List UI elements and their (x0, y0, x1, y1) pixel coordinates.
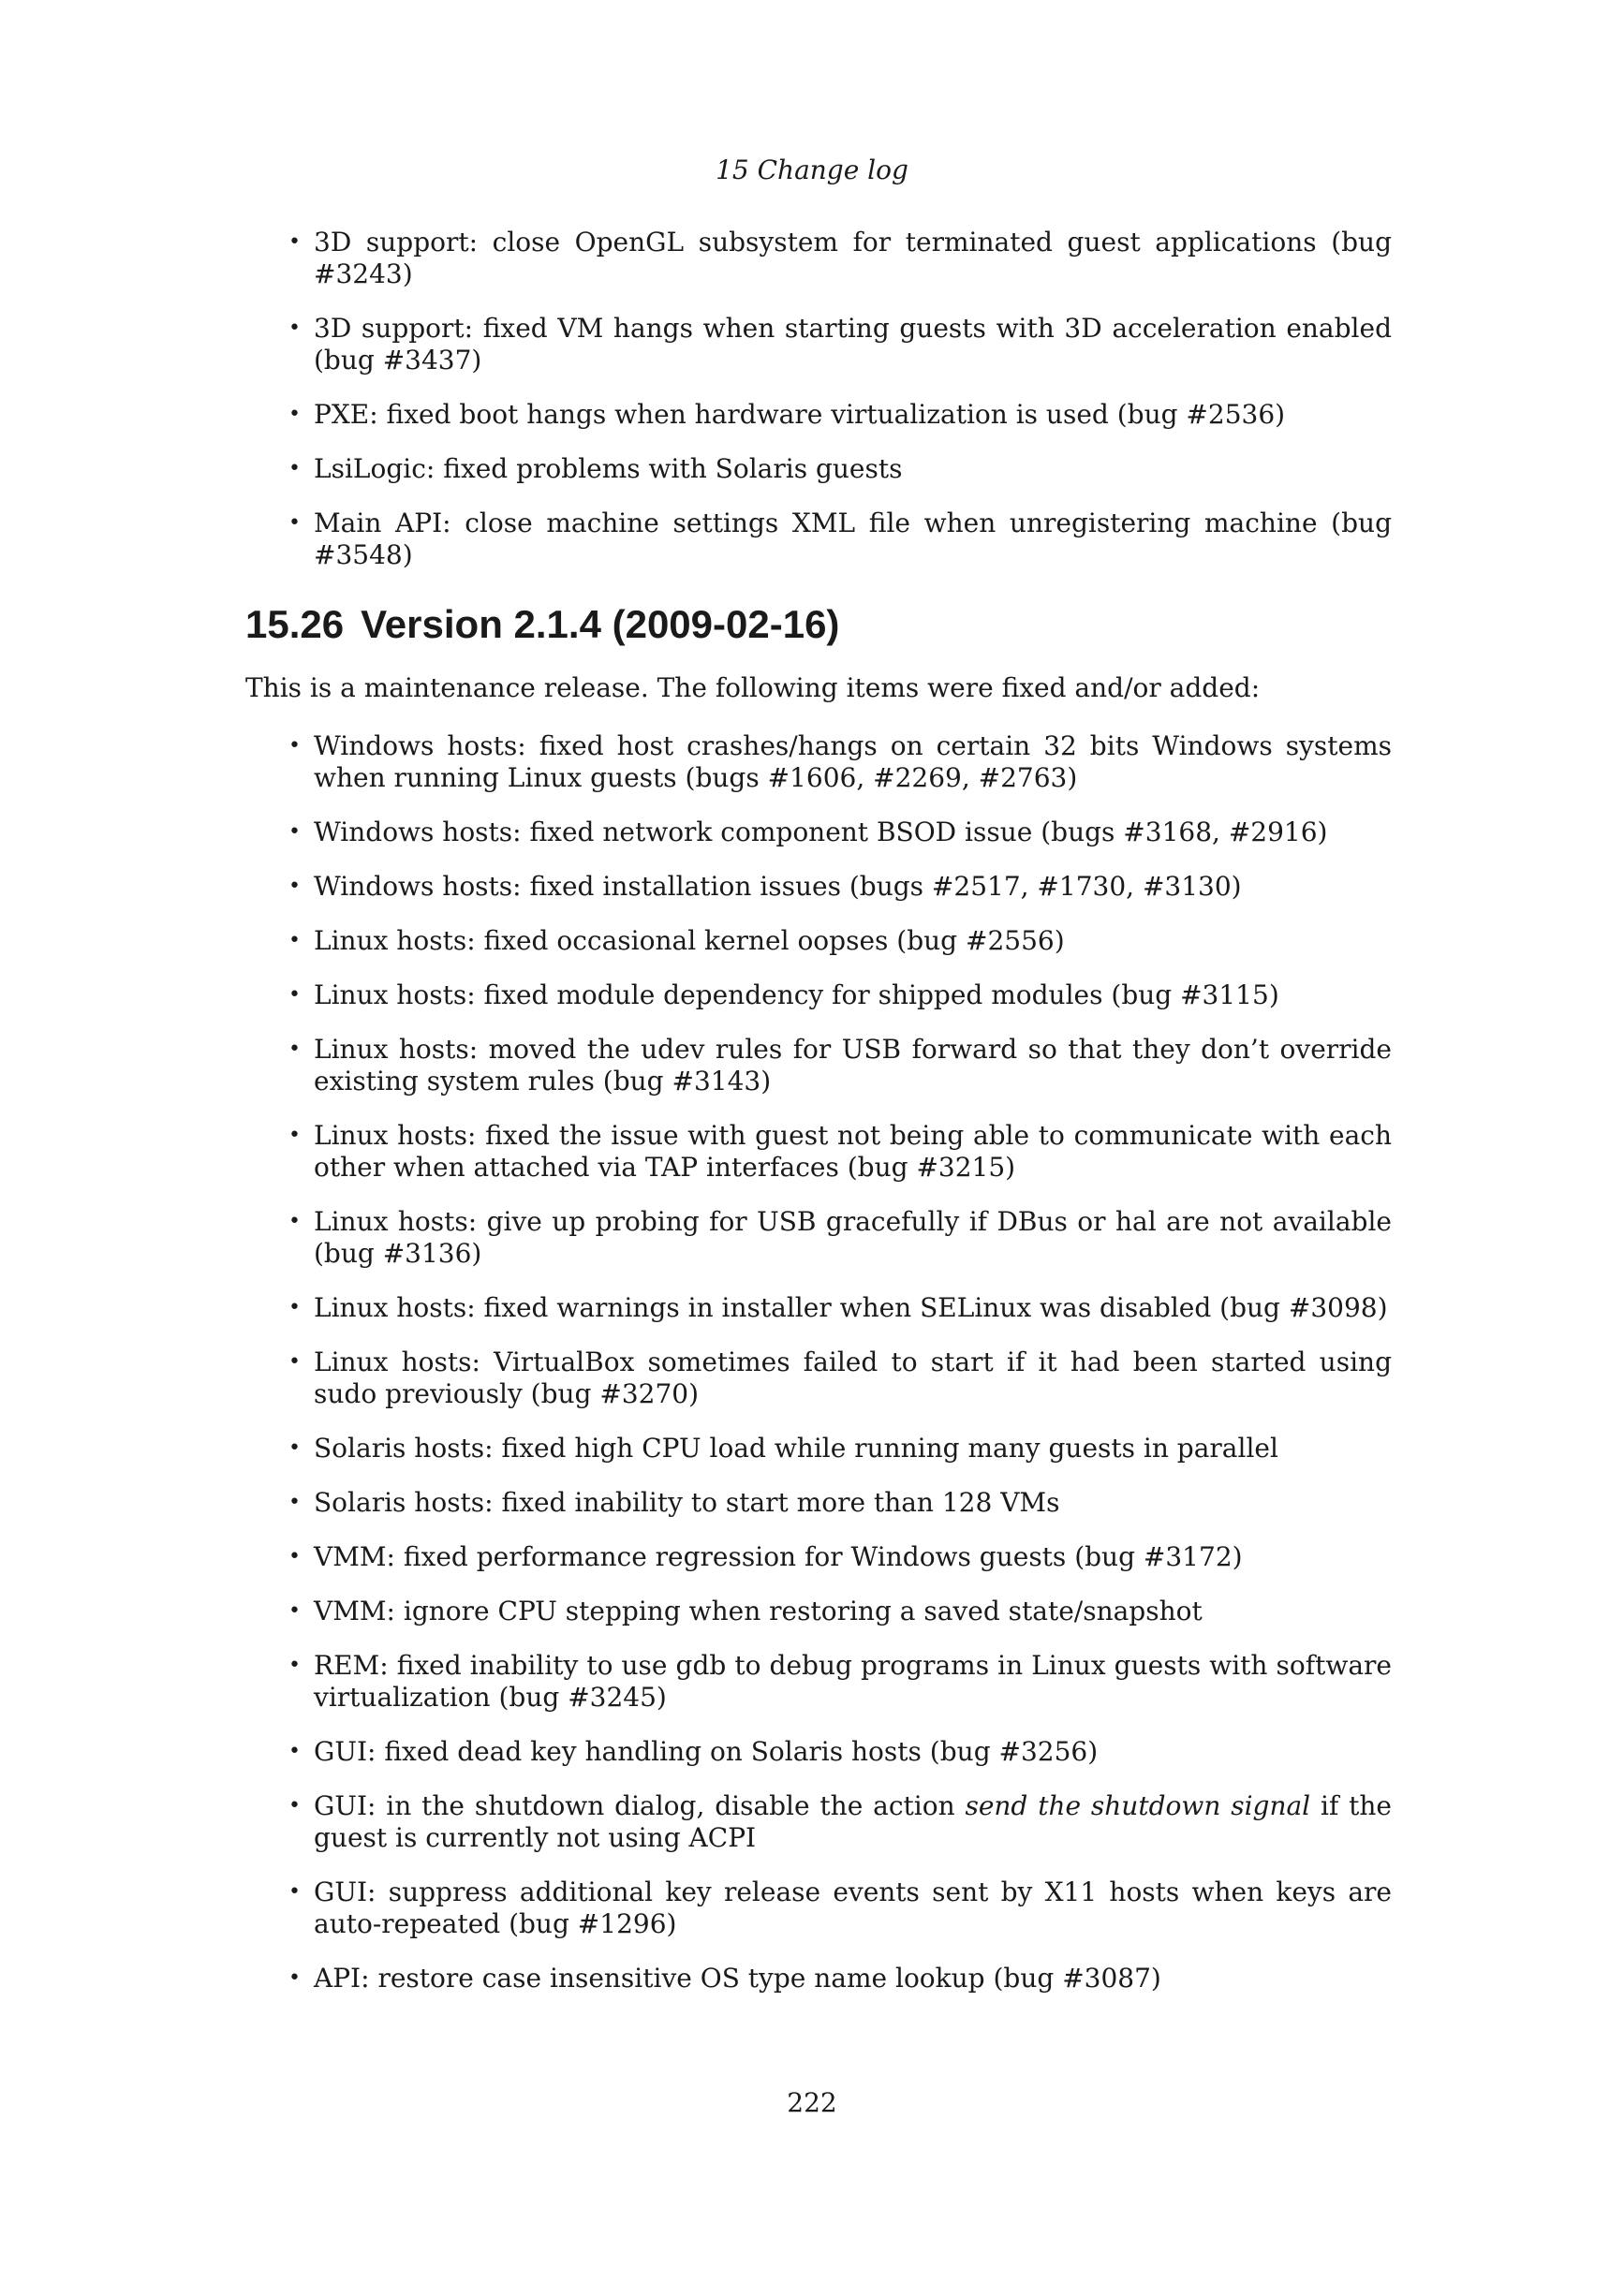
list-item (245, 1736, 1392, 1768)
list-item (245, 979, 1392, 1011)
page-content (245, 227, 1392, 2017)
list-item-text: Windows hosts: fixed network component BSOD issue (bugs #3168, #2916) (314, 817, 1328, 847)
list-item (245, 399, 1392, 431)
list-item-text-before: GUI: in the shutdown dialog, disable the action (314, 1790, 966, 1821)
list-item (245, 1877, 1392, 1940)
list-item-text: API: restore case insensitive OS type name lookup (bug #3087) (314, 1963, 1161, 1994)
bullet-icon: • (288, 1296, 301, 1319)
bullet-icon: • (288, 403, 301, 426)
page-number: 222 (787, 2087, 837, 2118)
bullet-icon: • (288, 1350, 301, 1374)
list-item-text-after: if the guest is currently not using ACPI (314, 1790, 1392, 1853)
list-item-text: REM: fixed inability to use gdb to debug programs in Linux guests with software virtualization (bug #3245) (314, 1650, 1392, 1713)
list-item-text: GUI: suppress additional key release events sent by X11 hosts when keys are auto-repeated (bug #1296) (314, 1877, 1392, 1939)
list-item (245, 1433, 1392, 1464)
list-item (245, 508, 1392, 571)
list-item-text: LsiLogic: fixed problems with Solaris guests (314, 453, 903, 484)
bullet-icon: • (288, 734, 301, 758)
changes-bullet-list (245, 730, 1392, 1994)
list-item-text: 3D support: fixed VM hangs when starting guests with 3D acceleration enabled (bug #3437) (314, 313, 1392, 375)
list-item-text: Linux hosts: moved the udev rules for USB forward so that they don’t override existing system rules (bug #3143) (314, 1034, 1392, 1096)
bullet-icon: • (288, 1654, 301, 1677)
bullet-icon: • (288, 1794, 301, 1818)
list-item (245, 1541, 1392, 1573)
bullet-icon: • (288, 511, 301, 535)
bullet-icon: • (288, 1436, 301, 1460)
list-item (245, 817, 1392, 848)
list-item (245, 1347, 1392, 1410)
list-item-text: Solaris hosts: fixed high CPU load while running many guests in parallel (314, 1433, 1278, 1464)
bullet-icon: • (288, 1599, 301, 1623)
list-item (245, 1206, 1392, 1270)
section-number: 15.26 (245, 602, 345, 646)
list-item (245, 453, 1392, 485)
list-item-text: VMM: ignore CPU stepping when restoring a saved state/snapshot (314, 1596, 1203, 1626)
running-header: 15 Change log (716, 155, 908, 185)
list-item (245, 1790, 1392, 1854)
list-item (245, 227, 1392, 290)
bullet-icon: • (288, 230, 301, 254)
list-item-text: Linux hosts: fixed the issue with guest not being able to communicate with each other when attached via TAP interfaces (bug #3215) (314, 1120, 1392, 1183)
section-heading (245, 601, 1392, 648)
list-item-text: Linux hosts: VirtualBox sometimes failed to start if it had been started using sudo previously (bug #3270) (314, 1347, 1392, 1409)
bullet-icon: • (288, 983, 301, 1007)
list-item-text: Windows hosts: fixed host crashes/hangs on certain 32 bits Windows systems when running Linux guests (bugs #1606, #2269, #2763) (314, 730, 1392, 793)
list-item (245, 1963, 1392, 1994)
bullet-icon: • (288, 1491, 301, 1514)
list-item-text: Linux hosts: fixed module dependency for shipped modules (bug #3115) (314, 979, 1279, 1010)
bullet-icon: • (288, 457, 301, 480)
list-item-text: Linux hosts: give up probing for USB gracefully if DBus or hal are not available (bug #3136) (314, 1206, 1392, 1269)
list-item (245, 925, 1392, 957)
section-title: Version 2.1.4 (2009-02-16) (361, 602, 840, 646)
top-bullet-list (245, 227, 1392, 571)
list-item-text: Linux hosts: fixed warnings in installer when SELinux was disabled (bug #3098) (314, 1292, 1388, 1323)
list-item (245, 1120, 1392, 1184)
list-item (245, 1650, 1392, 1714)
bullet-icon: • (288, 316, 301, 340)
emphasized-action-name: send the shutdown signal (965, 1790, 1311, 1821)
list-item (245, 1292, 1392, 1324)
bullet-icon: • (288, 1740, 301, 1763)
list-item-text: Windows hosts: fixed installation issues (bugs #2517, #1730, #3130) (314, 871, 1242, 902)
list-item-text: VMM: fixed performance regression for Windows guests (bug #3172) (314, 1541, 1243, 1572)
bullet-icon: • (288, 929, 301, 952)
list-item-text: Solaris hosts: fixed inability to start more than 128 VMs (314, 1487, 1060, 1518)
bullet-icon: • (288, 1124, 301, 1147)
list-item-text: Linux hosts: fixed occasional kernel oopses (bug #2556) (314, 925, 1065, 956)
bullet-icon: • (288, 1038, 301, 1061)
bullet-icon: • (288, 1966, 301, 1990)
bullet-icon: • (288, 1880, 301, 1904)
list-item (245, 1487, 1392, 1519)
list-item (245, 1596, 1392, 1627)
list-item (245, 1034, 1392, 1097)
list-item (245, 730, 1392, 794)
list-item-text: 3D support: close OpenGL subsystem for terminated guest applications (bug #3243) (314, 227, 1392, 289)
list-item (245, 871, 1392, 903)
list-item-text: Main API: close machine settings XML file when unregistering machine (bug #3548) (314, 508, 1392, 570)
bullet-icon: • (288, 1210, 301, 1233)
list-item (245, 313, 1392, 376)
section-intro: This is a maintenance release. The following items were fixed and/or added: (245, 672, 1261, 703)
list-item-text (314, 1790, 1392, 1853)
bullet-icon: • (288, 1545, 301, 1568)
bullet-icon: • (288, 875, 301, 898)
list-item-text: PXE: fixed boot hangs when hardware virtualization is used (bug #2536) (314, 399, 1286, 430)
bullet-icon: • (288, 820, 301, 844)
list-item-text: GUI: fixed dead key handling on Solaris hosts (bug #3256) (314, 1736, 1099, 1767)
